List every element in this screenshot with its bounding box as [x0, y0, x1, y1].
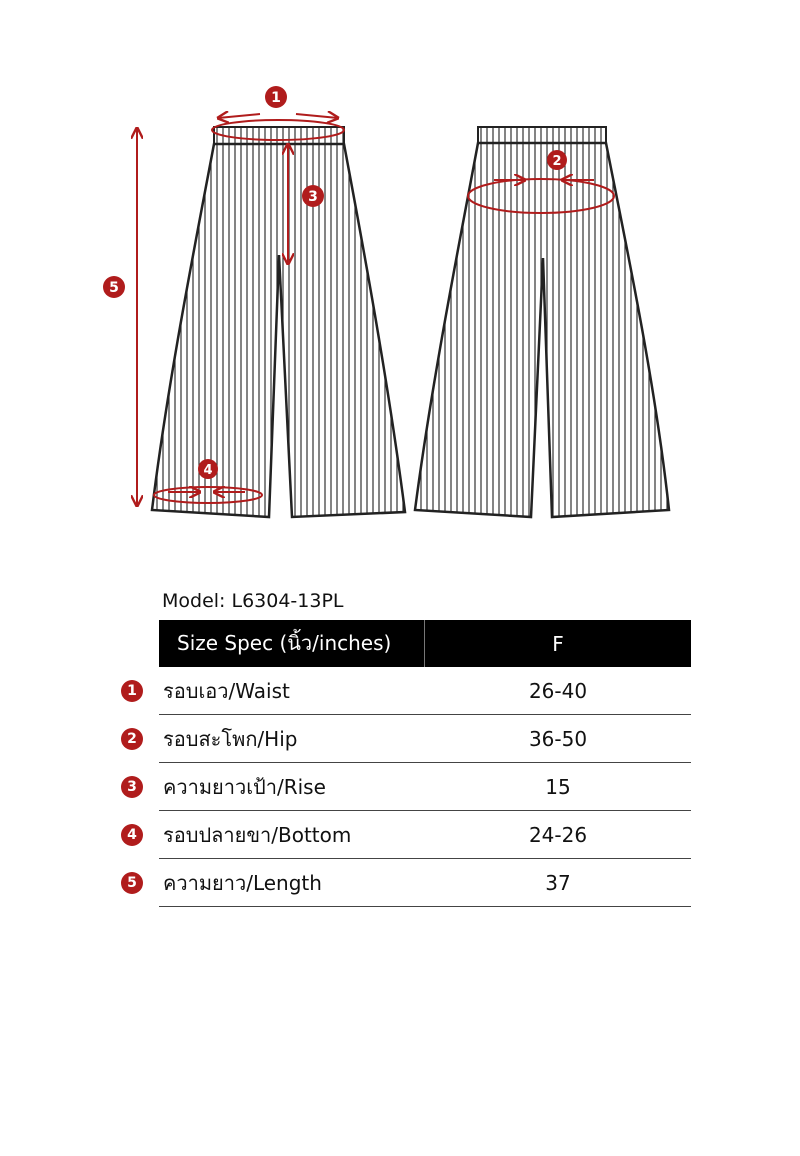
header-size-spec: Size Spec (นิ้ว/inches): [159, 620, 425, 667]
table-header: [159, 620, 691, 667]
row-number-badge: 1: [121, 680, 143, 702]
row-value: 24-26: [528, 822, 588, 847]
table-row: [127, 811, 691, 859]
row-label: รอบเอว/Waist: [163, 678, 290, 703]
badge-4: [198, 459, 218, 479]
row-value: 15: [545, 774, 571, 799]
table-row: [127, 859, 691, 907]
front-pants-drawing: [152, 127, 405, 517]
badge-2: [547, 150, 567, 170]
row-label: ความยาว/Length: [163, 870, 322, 895]
table-row: [127, 763, 691, 811]
back-pants-drawing: [415, 127, 669, 517]
pants-illustration: [0, 0, 800, 560]
row-label: รอบปลายขา/Bottom: [163, 822, 352, 847]
row-number-badge: 3: [121, 776, 143, 798]
row-number-badge: 5: [121, 872, 143, 894]
size-spec-table: [127, 620, 691, 907]
svg-text:5: 5: [109, 280, 119, 296]
row-label: ความยาวเป้า/Rise: [163, 774, 326, 799]
row-number-badge: 2: [121, 728, 143, 750]
header-size-f: F: [552, 631, 564, 656]
row-value: 36-50: [528, 726, 588, 751]
badge-1: [265, 86, 287, 108]
svg-text:3: 3: [308, 189, 318, 205]
svg-text:1: 1: [271, 90, 281, 106]
badge-5: [103, 276, 125, 298]
svg-text:4: 4: [203, 463, 213, 478]
table-row: [127, 715, 691, 763]
row-number-badge: 4: [121, 824, 143, 846]
row-value: 37: [545, 870, 571, 895]
row-label: รอบสะโพก/Hip: [163, 726, 298, 751]
svg-text:2: 2: [552, 154, 562, 169]
row-value: 26-40: [528, 678, 588, 703]
table-row: [127, 667, 691, 715]
badge-3: [302, 185, 324, 207]
model-label: Model: L6304-13PL: [162, 590, 344, 612]
